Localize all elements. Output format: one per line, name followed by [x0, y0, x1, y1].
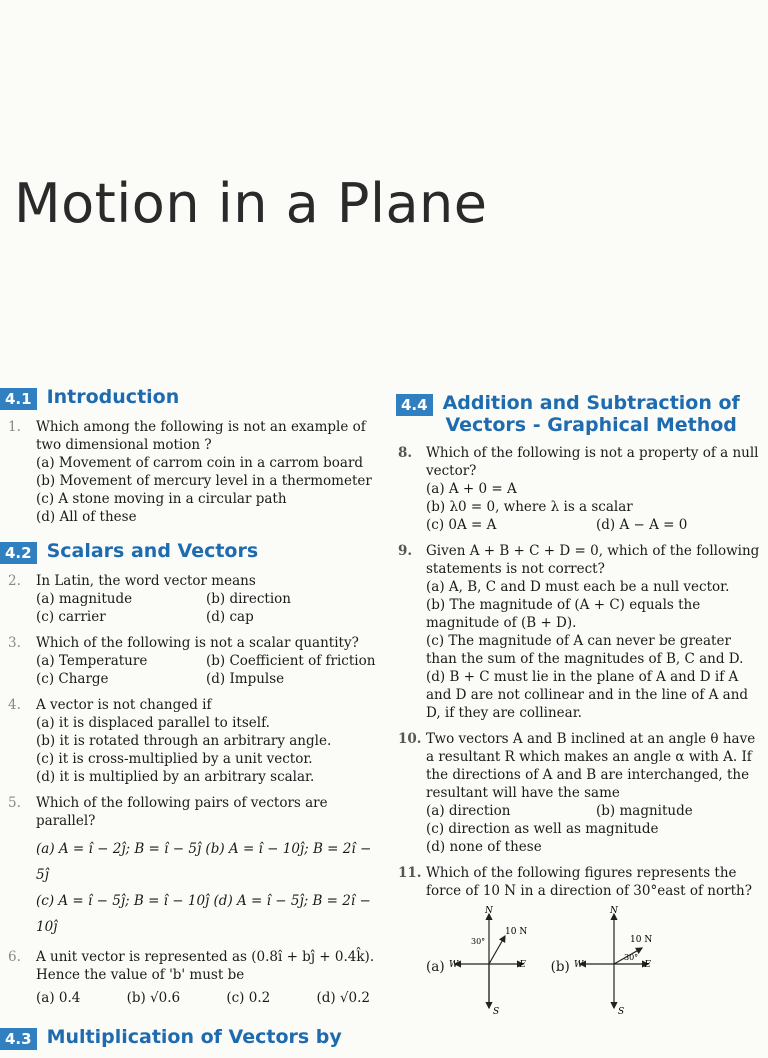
question-2	[0, 572, 384, 626]
north-label: N	[484, 906, 493, 916]
question-9	[396, 542, 764, 722]
option-c: (c) direction as well as magnitude	[426, 821, 659, 837]
section-number: 4.3	[0, 1028, 37, 1050]
west-label: W	[448, 960, 458, 970]
compass-figure-b	[573, 904, 654, 1017]
question-8	[396, 444, 764, 534]
option-d: (d) B + C must lie in the plane of A and D if A and D are not collinear and in the line of A and D, if they are collinear.	[426, 669, 749, 721]
option-b: (b) direction	[206, 591, 291, 607]
section-number: 4.4	[396, 394, 433, 416]
option-a: (a) A, B, C and D must each be a null vector.	[426, 579, 730, 595]
angle-label: 30°	[470, 937, 485, 946]
option-c: (c) it is cross-multiplied by a unit vector.	[36, 751, 313, 767]
question-number: 8.	[398, 445, 413, 461]
option-a: (a) Movement of carrom coin in a carrom board	[36, 455, 364, 471]
option-a: (a) A + 0 = A	[426, 481, 517, 497]
question-4	[0, 696, 384, 786]
option-c: (c) The magnitude of A can never be greater than the sum of the magnitudes of B, C and D.	[426, 633, 744, 667]
compass-figure-a	[448, 904, 529, 1017]
section-title: Introduction	[46, 386, 180, 408]
option-b: (b) Coefficient of friction	[206, 653, 376, 669]
option-a: (a) magnitude	[36, 591, 133, 607]
option-a-b: (a) A = î − 2ĵ; B = î − 5ĵ (b) A = î − 10ĵ; B = 2î − 5ĵ	[36, 841, 372, 883]
question-number: 4.	[8, 697, 21, 713]
section-title-line2: Vectors - Graphical Method	[445, 414, 737, 436]
option-c: (c) A stone moving in a circular path	[36, 491, 287, 507]
option-b: (b) The magnitude of (A + C) equals the magnitude of (B + D).	[426, 597, 701, 631]
option-d: (d) it is multiplied by an arbitrary scalar.	[36, 769, 315, 785]
section-number: 4.2	[0, 542, 37, 564]
option-c: (c) 0.2	[226, 990, 271, 1006]
angle-label: 30°	[623, 953, 638, 962]
option-b: (b) magnitude	[596, 803, 693, 819]
west-label: W	[573, 960, 584, 970]
south-label: S	[617, 1007, 624, 1017]
question-number: 2.	[8, 573, 21, 589]
section-title: Scalars and Vectors	[46, 540, 259, 562]
option-a: (a) 0.4	[36, 990, 81, 1006]
question-5	[0, 794, 384, 940]
option-c-d: (c) A = î − 5ĵ; B = î − 10ĵ (d) A = î − 5ĵ; B = 2î − 10ĵ	[36, 893, 371, 935]
option-d: (d) All of these	[36, 509, 137, 525]
option-a: (a) direction	[426, 803, 511, 819]
section-4-1-header	[0, 386, 384, 410]
option-d: (d) Impulse	[206, 671, 285, 687]
option-c: (c) carrier	[36, 609, 106, 625]
force-label: 10 N	[504, 927, 527, 937]
question-text: In Latin, the word vector means	[36, 573, 256, 589]
section-4-2-header	[0, 540, 384, 564]
option-b: (b) λ0 = 0, where λ is a scalar	[426, 499, 633, 515]
question-text: Which of the following is not a property of a null vector?	[426, 445, 759, 479]
question-text: A vector is not changed if	[36, 697, 212, 713]
option-a: (a) it is displaced parallel to itself.	[36, 715, 270, 731]
question-number: 10.	[398, 731, 422, 747]
option-b: (b) it is rotated through an arbitrary angle.	[36, 733, 332, 749]
option-d: (d) none of these	[426, 839, 542, 855]
question-text: Which of the following pairs of vectors are parallel?	[36, 795, 328, 829]
section-4-4-header	[396, 392, 764, 436]
question-6	[0, 948, 384, 1008]
question-text: Given A + B + C + D = 0, which of the following statements is not correct?	[426, 543, 760, 577]
option-b: (b) √0.6	[126, 990, 181, 1006]
option-d: (d) cap	[206, 609, 254, 625]
section-title-line1: Addition and Subtraction of	[442, 392, 740, 414]
option-d: (d) A − A = 0	[596, 517, 688, 533]
question-10	[396, 730, 764, 856]
question-number: 1.	[8, 419, 21, 435]
option-b-label: (b)	[550, 959, 570, 975]
south-label: S	[492, 1007, 499, 1017]
question-number: 6.	[8, 949, 21, 965]
option-c: (c) Charge	[36, 671, 109, 687]
question-number: 9.	[398, 543, 413, 559]
question-1	[0, 418, 384, 526]
question-text: Which of the following is not a scalar quantity?	[36, 635, 359, 651]
north-label: N	[609, 906, 618, 916]
question-text: Two vectors A and B inclined at an angle θ have a resultant R which makes an angle α with A. If the directions of A and B are interchanged, the resultant will have the same	[426, 731, 756, 801]
question-text: Which of the following figures represents the force of 10 N in a direction of 30°east of north?	[426, 865, 752, 899]
question-text: Which among the following is not an example of two dimensional motion ?	[36, 419, 366, 453]
section-number: 4.1	[0, 388, 37, 410]
option-b: (b) Movement of mercury level in a thermometer	[36, 473, 372, 489]
east-label: E	[644, 960, 651, 970]
section-4-3-header	[0, 1026, 384, 1050]
option-d: (d) √0.2	[316, 990, 370, 1006]
left-column	[0, 380, 384, 1058]
question-3	[0, 634, 384, 688]
right-column	[396, 386, 764, 1022]
force-label: 10 N	[629, 935, 652, 945]
figure-options	[426, 904, 764, 1017]
option-a: (a) Temperature	[36, 653, 148, 669]
east-label: E	[519, 960, 526, 970]
section-title: Multiplication of Vectors by	[46, 1026, 342, 1048]
question-11	[396, 864, 764, 1017]
question-text: A unit vector is represented as (0.8î + bĵ + 0.4k̂). Hence the value of 'b' must be	[36, 949, 375, 983]
question-number: 3.	[8, 635, 21, 651]
question-number: 5.	[8, 795, 21, 811]
option-a-label: (a)	[426, 959, 445, 975]
option-c: (c) 0A = A	[426, 517, 497, 533]
question-number: 11.	[398, 865, 422, 881]
page-title: Motion in a Plane	[14, 172, 488, 235]
